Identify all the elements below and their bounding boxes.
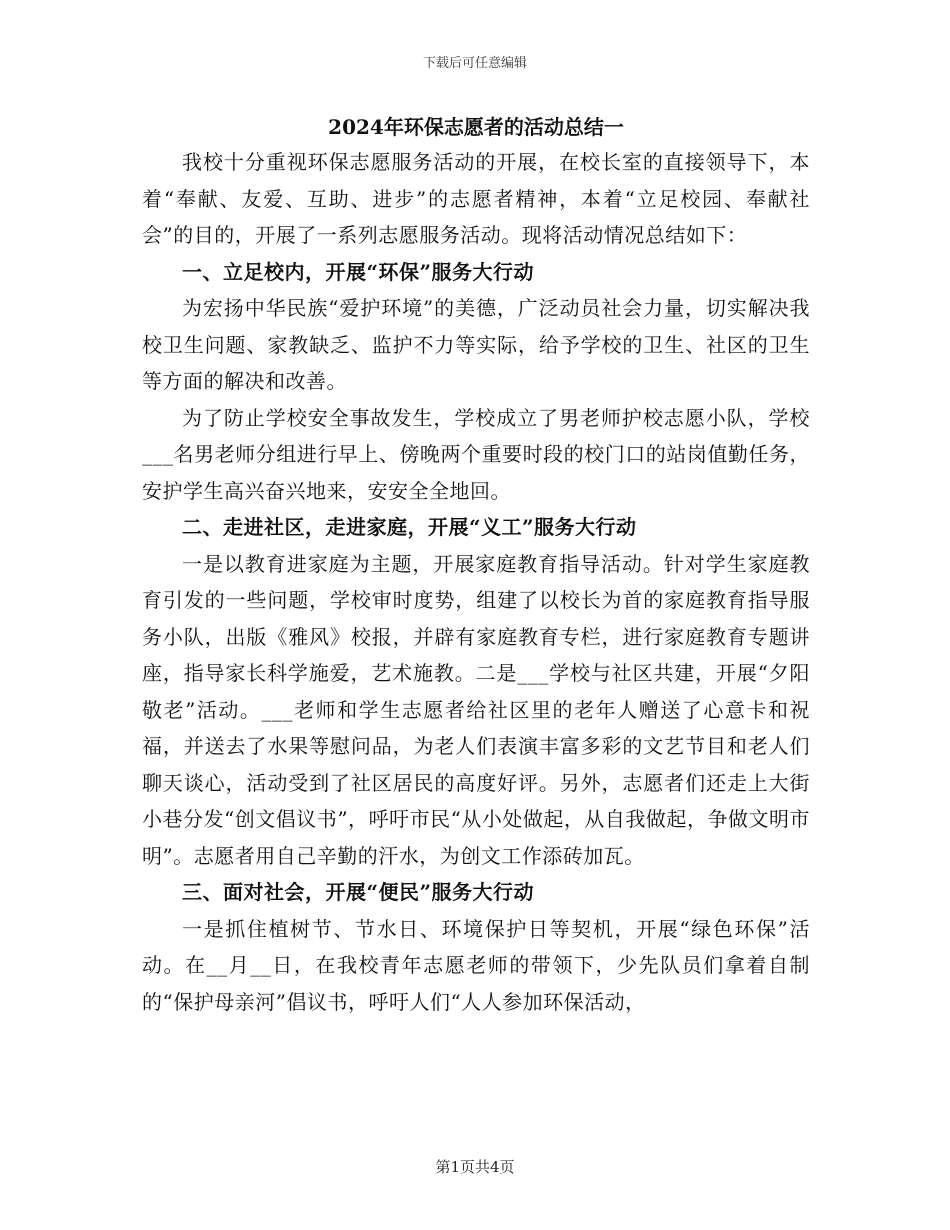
section-heading-3: 三、面对社会，开展“便民”服务大行动 xyxy=(182,880,535,904)
document-title: 2024年环保志愿者的活动总结一 xyxy=(328,115,624,139)
body-paragraph: 一是抓住植树节、节水日、环境保护日等契机，开展“绿色环保”活动。在__月__日，在我校青年志愿老师的带领下，少先队员们拿着自制的“保护母亲河”倡议书，呼吁人们“人人参加环保活动， xyxy=(142,916,810,1014)
page-number-footer: 第1页共4页 xyxy=(435,1158,515,1176)
body-paragraph: 为宏扬中华民族“爱护环境”的美德，广泛动员社会力量，切实解决我校卫生问题、家教缺乏、监护不力等实际，给予学校的卫生、社区的卫生等方面的解决和改善。 xyxy=(142,296,810,393)
body-paragraph: 为了防止学校安全事故发生，学校成立了男老师护校志愿小队，学校___名男老师分组进行早上、傍晚两个重要时段的校门口的站岗值勤任务，安护学生高兴奋兴地来，安安全全地回。 xyxy=(142,405,810,503)
intro-paragraph: 我校十分重视环保志愿服务活动的开展，在校长室的直接领导下，本着“奉献、友爱、互助、进步”的志愿者精神，本着“立足校园、奉献社会”的目的，开展了一系列志愿服务活动。现将活动情况总结如下： xyxy=(142,150,810,247)
document-body xyxy=(142,112,810,1020)
section-heading-1: 一、立足校内，开展“环保”服务大行动 xyxy=(182,259,535,284)
header-note: 下载后可任意编辑 xyxy=(422,56,527,71)
body-paragraph: 一是以教育进家庭为主题，开展家庭教育指导活动。针对学生家庭教育引发的一些问题，学校审时度势，组建了以校长为首的家庭教育指导服务小队，出版《雅风》校报，并辟有家庭教育专栏，进行家庭教育专题讲座，指导家长科学施爱，艺术施教。二是___学校与社区共建，开展“夕阳敬老”活动。___老师和学生志愿者给社区里的老年人赠送了心意卡和祝福，并送去了水果等慰问品，为老人们表演丰富多彩的文艺节目和老人们聊天谈心，活动受到了社区居民的高度好评。另外，志愿者们还走上大街小巷分发“创文倡议书”，呼吁市民“从小处做起，从自我做起，争做文明市明”。志愿者用自己辛勤的汗水，为创文工作添砖加瓦。 xyxy=(142,551,810,868)
section-heading-2: 二、走进社区，走进家庭，开展“义工”服务大行动 xyxy=(182,515,637,539)
